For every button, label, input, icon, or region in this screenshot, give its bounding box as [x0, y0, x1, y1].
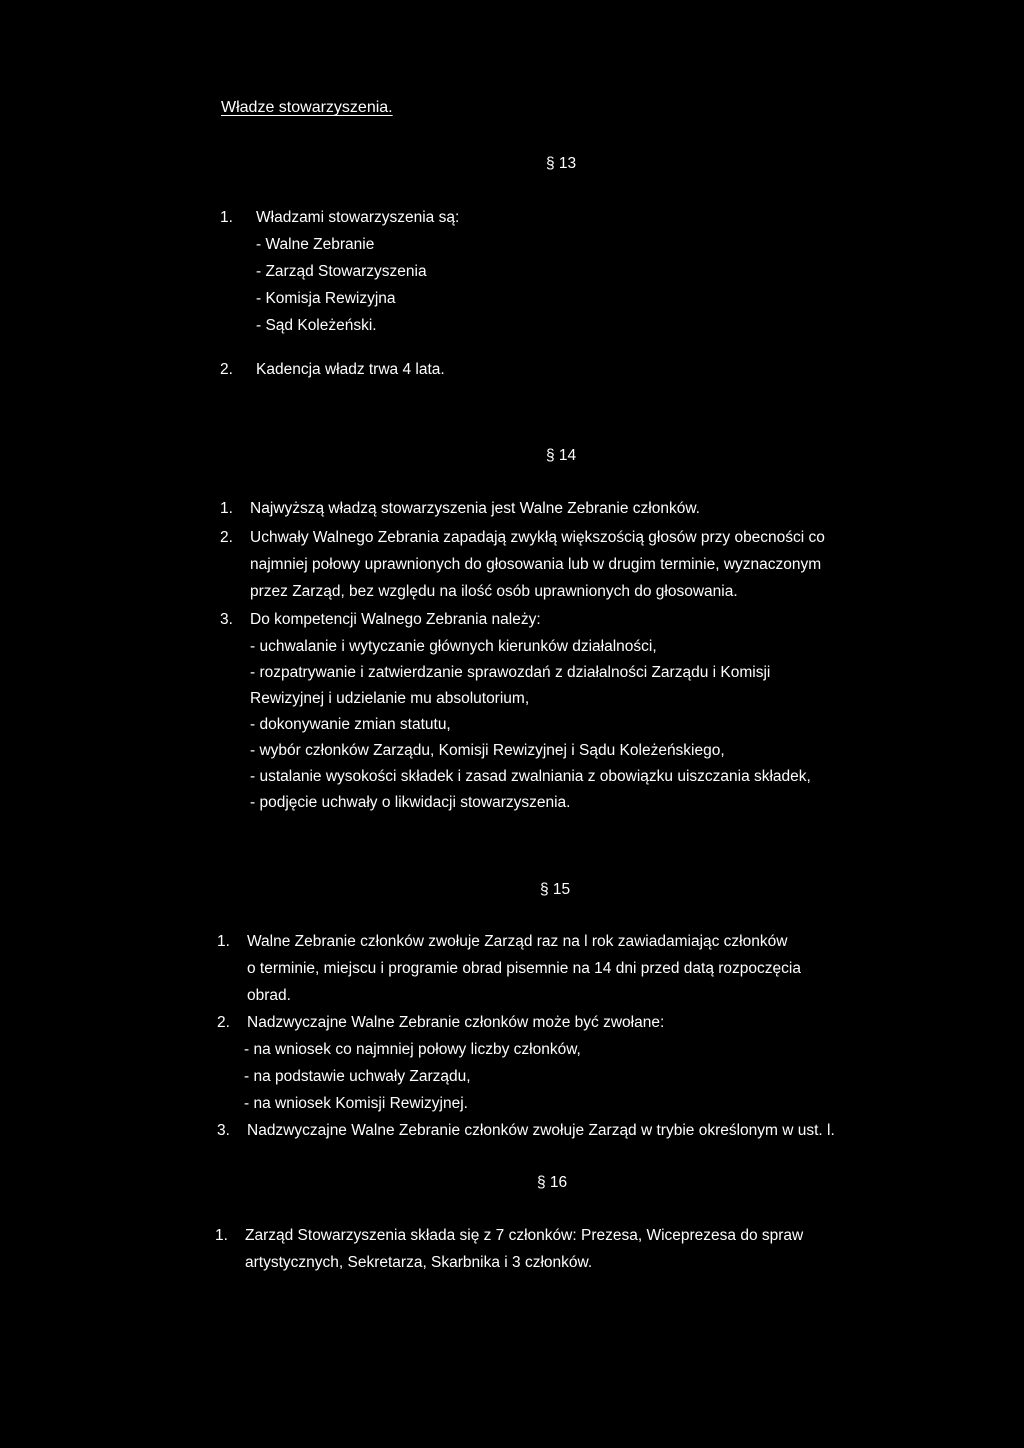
section-mark-14: § 14 [546, 447, 577, 464]
item-text: Nadzwyczajne Walne Zebranie członków zwołuje Zarząd w trybie określonym w ust. l. [247, 1122, 835, 1139]
section-mark-16: § 16 [537, 1174, 568, 1191]
item-text: artystycznych, Sekretarza, Skarbnika i 3 członków. [245, 1254, 593, 1271]
sub-item: - na wniosek co najmniej połowy liczby członków, [244, 1041, 581, 1058]
item-text: Władzami stowarzyszenia są: [256, 209, 460, 226]
item-text: Do kompetencji Walnego Zebrania należy: [250, 611, 541, 628]
sub-item: - dokonywanie zmian statutu, [250, 716, 451, 733]
item-text: o terminie, miejscu i programie obrad pisemnie na 14 dni przed datą rozpoczęcia [247, 960, 801, 977]
sub-item: - ustalanie wysokości składek i zasad zwalniania z obowiązku uiszczania składek, [250, 768, 811, 785]
sub-item: - Komisja Rewizyjna [256, 290, 396, 307]
sub-item: - wybór członków Zarządu, Komisji Rewizyjnej i Sądu Koleżeńskiego, [250, 742, 725, 759]
sub-item: - na podstawie uchwały Zarządu, [244, 1068, 471, 1085]
item-text: Walne Zebranie członków zwołuje Zarząd raz na l rok zawiadamiając członków [247, 933, 788, 950]
item-text: Nadzwyczajne Walne Zebranie członków może być zwołane: [247, 1014, 665, 1031]
item-text: przez Zarząd, bez względu na ilość osób uprawnionych do głosowania. [250, 583, 738, 600]
sub-item: Rewizyjnej i udzielanie mu absolutorium, [250, 690, 530, 707]
section-mark-13: § 13 [546, 155, 577, 172]
sub-item: - uchwalanie i wytyczanie głównych kierunków działalności, [250, 638, 657, 655]
item-text: obrad. [247, 987, 291, 1004]
item-text: Kadencja władz trwa 4 lata. [256, 361, 445, 378]
document-heading: Władze stowarzyszenia. [221, 99, 393, 116]
item-number: 2. [217, 1014, 230, 1031]
item-number: 1. [215, 1227, 228, 1244]
item-number: 3. [217, 1122, 230, 1139]
sub-item: - Sąd Koleżeński. [256, 317, 377, 334]
sub-item: - podjęcie uchwały o likwidacji stowarzyszenia. [250, 794, 571, 811]
item-text: Najwyższą władzą stowarzyszenia jest Walne Zebranie członków. [250, 500, 700, 517]
item-text: najmniej połowy uprawnionych do głosowania lub w drugim terminie, wyznaczonym [250, 556, 822, 573]
item-number: 1. [217, 933, 230, 950]
sub-item: - Zarząd Stowarzyszenia [256, 263, 427, 280]
item-text: Uchwały Walnego Zebrania zapadają zwykłą większością głosów przy obecności co [250, 529, 825, 546]
sub-item: - na wniosek Komisji Rewizyjnej. [244, 1095, 468, 1112]
item-number: 3. [220, 611, 233, 628]
item-number: 2. [220, 529, 233, 546]
item-number: 1. [220, 209, 233, 226]
sub-item: - Walne Zebranie [256, 236, 375, 253]
item-number: 1. [220, 500, 233, 517]
sub-item: - rozpatrywanie i zatwierdzanie sprawozdań z działalności Zarządu i Komisji [250, 664, 771, 681]
item-text: Zarząd Stowarzyszenia składa się z 7 członków: Prezesa, Wiceprezesa do spraw [245, 1227, 804, 1244]
item-number: 2. [220, 361, 233, 378]
section-mark-15: § 15 [540, 881, 571, 898]
